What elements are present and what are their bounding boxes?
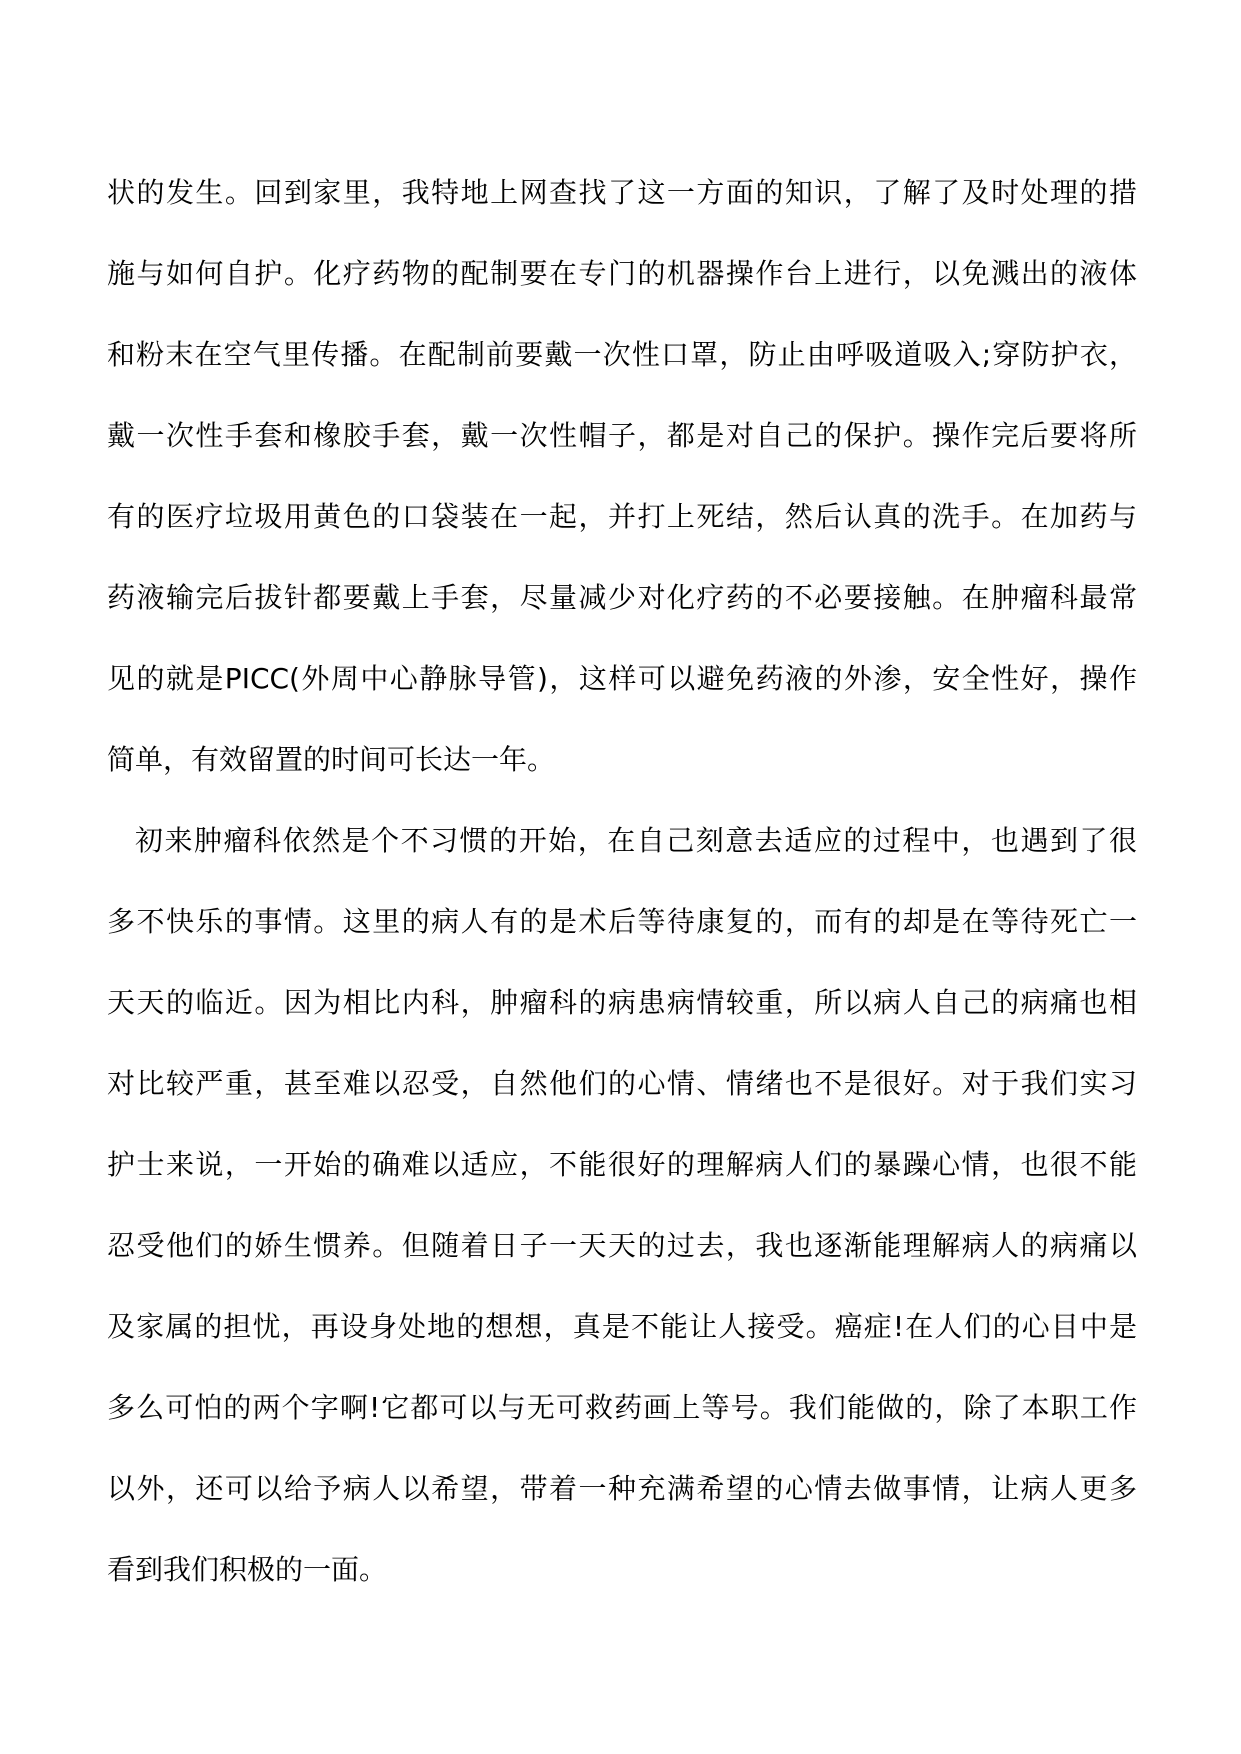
paragraph-2-line-4: 对比较严重，甚至难以忍受，自然他们的心情、情绪也不是很好。对于我们实习 — [107, 1067, 1137, 1100]
paragraph-2-line-10: 看到我们积极的一面。 — [107, 1553, 388, 1586]
paragraph-1-line-8: 简单，有效留置的时间可长达一年。 — [107, 743, 556, 776]
paragraph-1-line-7: 见的就是PICC(外周中心静脉导管)，这样可以避免药液的外渗，安全性好，操作 — [107, 662, 1137, 695]
paragraph-2-line-7: 及家属的担忧，再设身处地的想想，真是不能让人接受。癌症!在人们的心目中是 — [107, 1310, 1137, 1343]
paragraph-1-line-4: 戴一次性手套和橡胶手套，戴一次性帽子，都是对自己的保护。操作完后要将所 — [107, 419, 1137, 452]
paragraph-1-line-1: 状的发生。回到家里，我特地上网查找了这一方面的知识，了解了及时处理的措 — [107, 176, 1137, 209]
paragraph-1-line-2: 施与如何自护。化疗药物的配制要在专门的机器操作台上进行，以免溅出的液体 — [107, 257, 1137, 290]
paragraph-2-line-9: 以外，还可以给予病人以希望，带着一种充满希望的心情去做事情，让病人更多 — [107, 1472, 1137, 1505]
paragraph-2-line-5: 护士来说，一开始的确难以适应，不能很好的理解病人们的暴躁心情，也很不能 — [107, 1148, 1137, 1181]
paragraph-1-line-5: 有的医疗垃圾用黄色的口袋装在一起，并打上死结，然后认真的洗手。在加药与 — [107, 500, 1137, 533]
paragraph-2-line-6: 忍受他们的娇生惯养。但随着日子一天天的过去，我也逐渐能理解病人的病痛以 — [107, 1229, 1137, 1262]
paragraph-1-line-6: 药液输完后拔针都要戴上手套，尽量减少对化疗药的不必要接触。在肿瘤科最常 — [107, 581, 1137, 614]
paragraph-2-line-3: 天天的临近。因为相比内科，肿瘤科的病患病情较重，所以病人自己的病痛也相 — [107, 986, 1137, 1019]
paragraph-1-line-3: 和粉末在空气里传播。在配制前要戴一次性口罩，防止由呼吸道吸入;穿防护衣， — [107, 338, 1137, 371]
paragraph-2-line-1: 初来肿瘤科依然是个不习惯的开始，在自己刻意去适应的过程中，也遇到了很 — [135, 824, 1137, 857]
paragraph-2-line-2: 多不快乐的事情。这里的病人有的是术后等待康复的，而有的却是在等待死亡一 — [107, 905, 1137, 938]
paragraph-2-line-8: 多么可怕的两个字啊!它都可以与无可救药画上等号。我们能做的，除了本职工作 — [107, 1391, 1137, 1424]
body-text — [107, 152, 1137, 1610]
